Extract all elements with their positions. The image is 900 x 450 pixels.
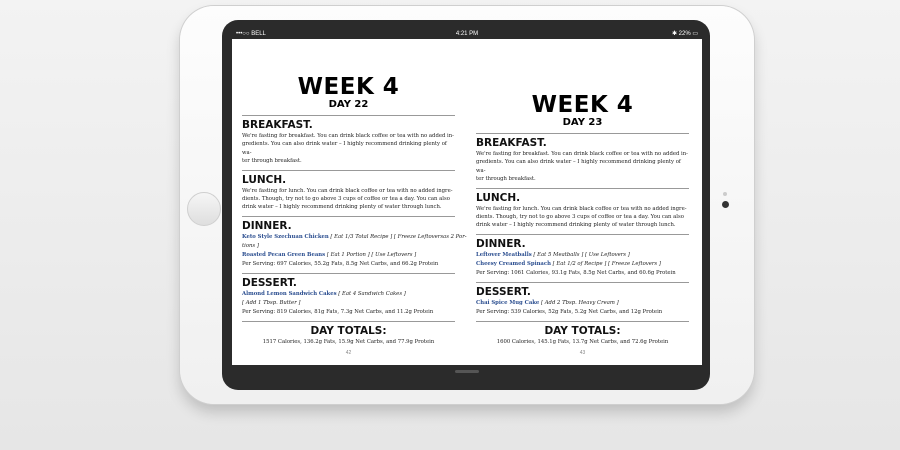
dinner-item: Cheesy Creamed Spinach [ Eat 1/2 of Recipe ] [ Freeze Leftovers ]: [476, 260, 661, 267]
reader-toolbar[interactable]: [232, 365, 702, 378]
recipe-link[interactable]: Chai Spice Mug Cake: [476, 299, 540, 306]
dessert-item: Almond Lemon Sandwich Cakes [ Eat 4 Sandwich Cakes ]: [242, 290, 406, 297]
divider: [476, 234, 689, 235]
lunch-heading: LUNCH.: [476, 191, 521, 204]
breakfast-text: We're fasting for breakfast. You can drink black coffee or tea with no added in- gredients. You can also drink water – I highly recommend drinking plenty of wa- ter through breakfast.: [242, 133, 454, 165]
lunch-text: We're fasting for lunch. You can drink black coffee or tea with no added ingre- dients. Though, try not to go above 3 cups of coffee or tea a day. You can also drink water – I highly recommend drinking plenty of water through lunch.: [476, 205, 687, 229]
dessert-per-serving: Per Serving: 539 Calories, 52g Fats, 5.2g Net Carbs, and 12g Protein: [476, 308, 663, 315]
dinner-item: tions ]: [242, 242, 259, 249]
week-title: WEEK 4: [297, 74, 400, 100]
page-day-22[interactable]: [242, 74, 467, 357]
recipe-link[interactable]: Leftover Meatballs: [476, 251, 532, 258]
divider: [242, 115, 455, 116]
page-number: 43: [579, 349, 586, 356]
ebook-screen: [232, 30, 702, 378]
light-sensor: [723, 192, 727, 196]
page-number: 42: [345, 349, 352, 356]
recipe-link[interactable]: Almond Lemon Sandwich Cakes: [242, 290, 337, 297]
status-time: 4:21 PM: [455, 31, 479, 37]
totals-heading: DAY TOTALS:: [544, 324, 621, 337]
recipe-link[interactable]: Keto Style Szechuan Chicken: [242, 233, 329, 240]
recipe-link[interactable]: Cheesy Creamed Spinach: [476, 260, 551, 267]
dessert-heading: DESSERT.: [242, 276, 297, 289]
divider: [476, 133, 689, 134]
totals-text: 1517 Calories, 136.2g Fats, 15.9g Net Carbs, and 77.9g Protein: [262, 338, 435, 345]
divider: [242, 216, 455, 217]
divider: [242, 273, 455, 274]
camera-icon: [722, 201, 729, 208]
dinner-per-serving: Per Serving: 697 Calories, 55.2g Fats, 8.5g Net Carbs, and 66.2g Protein: [242, 260, 439, 267]
divider: [242, 170, 455, 171]
divider: [476, 282, 689, 283]
battery-percent: 22%: [678, 31, 691, 37]
dinner-per-serving: Per Serving: 1061 Calories, 93.1g Fats, 8.5g Net Carbs, and 60.6g Protein: [476, 269, 676, 276]
week-title: WEEK 4: [531, 92, 634, 118]
breakfast-heading: BREAKFAST.: [476, 137, 547, 149]
dessert-item: [ Add 1 Tbsp. Butter ]: [242, 299, 301, 306]
totals-heading: DAY TOTALS:: [310, 324, 387, 337]
page-day-23[interactable]: [476, 93, 689, 357]
divider: [476, 188, 689, 189]
day-title: DAY 23: [562, 117, 603, 128]
dessert-heading: DESSERT.: [476, 285, 531, 298]
divider: [476, 321, 689, 322]
divider: [242, 321, 455, 322]
lunch-heading: LUNCH.: [242, 173, 287, 186]
lunch-text: We're fasting for lunch. You can drink black coffee or tea with no added ingre- dients. Though, try not to go above 3 cups of coffee or tea a day. You can also drink water – I highly recommend drinking plenty of water through lunch.: [242, 187, 453, 211]
dinner-item: Roasted Pecan Green Beans [ Eat 1 Portion ] [ Use Leftovers ]: [242, 251, 417, 258]
recipe-link[interactable]: Roasted Pecan Green Beans: [242, 251, 326, 258]
day-totals: [242, 325, 455, 347]
carrier-signal: •••○○ BELL: [236, 31, 266, 37]
dinner-heading: DINNER.: [242, 219, 292, 232]
dinner-item: Keto Style Szechuan Chicken [ Eat 1/3 Total Recipe ] [ Freeze Leftoversas 2 Por-: [242, 233, 467, 240]
totals-text: 1600 Calories, 145.1g Fats, 13.7g Net Carbs, and 72.6g Protein: [496, 338, 669, 345]
page-spread[interactable]: [232, 39, 702, 365]
breakfast-heading: BREAKFAST.: [242, 119, 313, 131]
battery-indicator: ✱ 22% ▭: [671, 31, 698, 37]
status-bar: [232, 30, 702, 39]
dessert-item: Chai Spice Mug Cake [ Add 2 Tbsp. Heavy Cream ]: [476, 299, 619, 306]
breakfast-text: We're fasting for breakfast. You can drink black coffee or tea with no added in- gredients. You can also drink water – I highly recommend drinking plenty of wa- ter through breakfast.: [476, 151, 688, 183]
dessert-per-serving: Per Serving: 819 Calories, 81g Fats, 7.3g Net Carbs, and 11.2g Protein: [242, 308, 434, 315]
day-title: DAY 22: [328, 99, 369, 110]
dinner-heading: DINNER.: [476, 237, 526, 250]
dinner-item: Leftover Meatballs [ Eat 5 Meatballs ] [ Use Leftovers ]: [476, 251, 630, 258]
day-totals: [476, 325, 689, 347]
toolbar-handle[interactable]: [455, 370, 479, 373]
home-button[interactable]: [187, 192, 221, 226]
